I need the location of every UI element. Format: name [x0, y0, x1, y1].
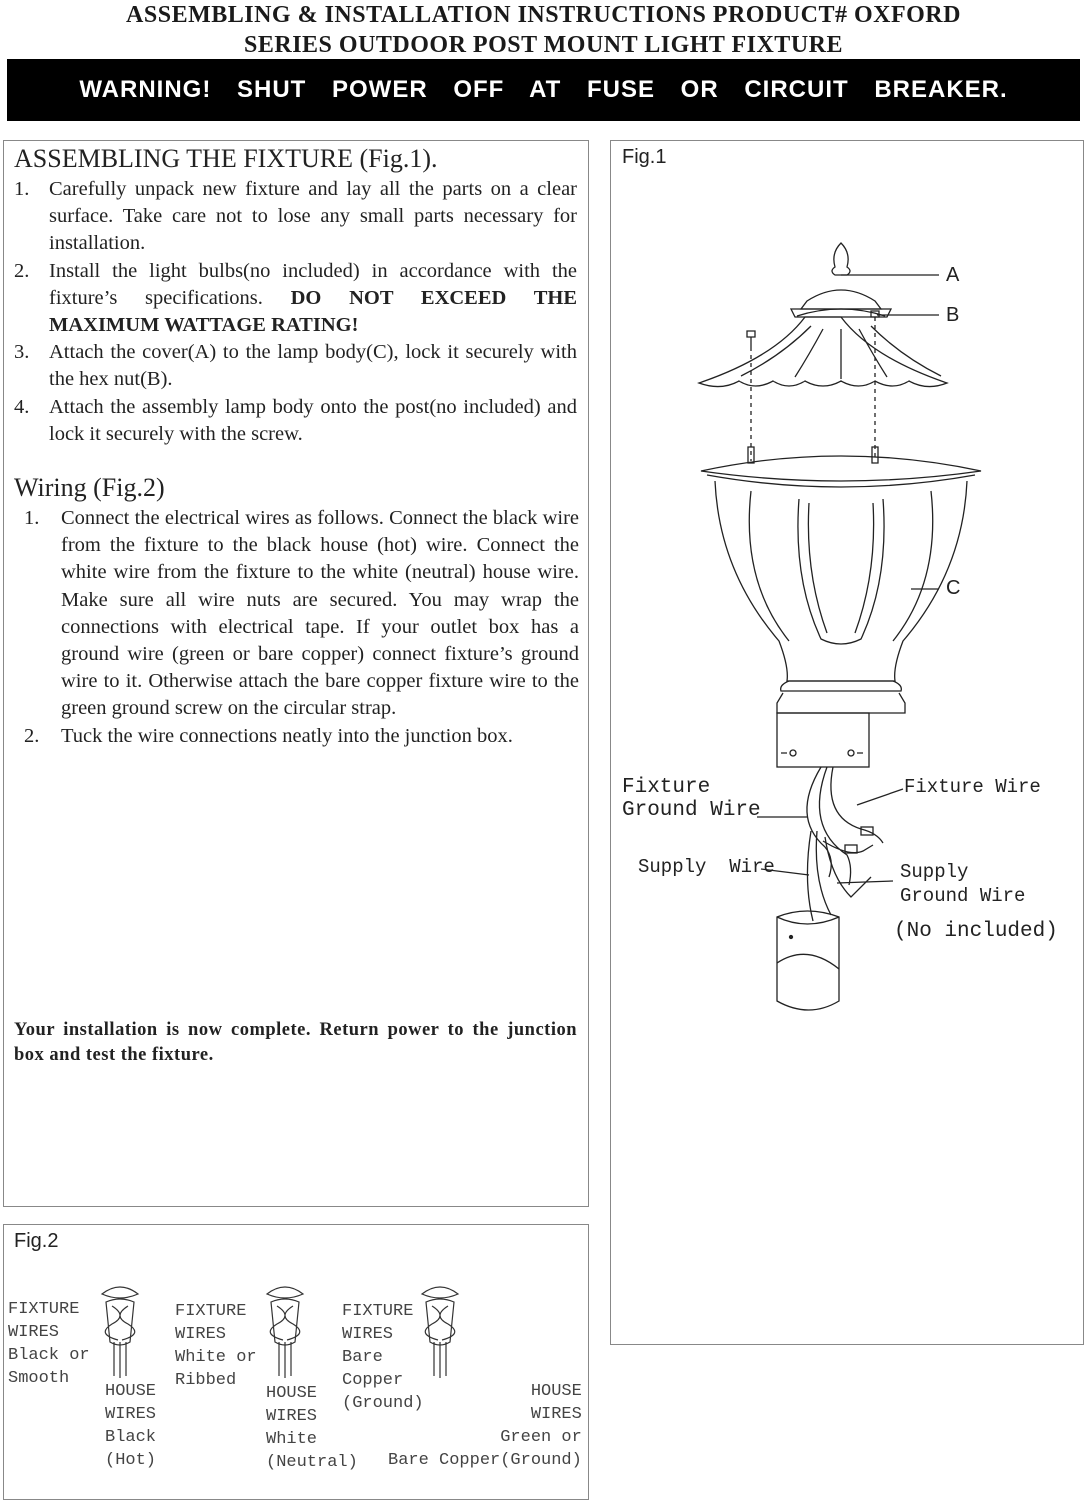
completion-note: Your installation is now complete. Return power to the junction box and test the fixture.	[14, 1020, 577, 1065]
fixture-wires	[807, 767, 883, 885]
step-number: 2.	[14, 259, 30, 282]
finial	[832, 243, 850, 275]
step-number: 4.	[14, 395, 30, 418]
step-number: 1.	[14, 178, 30, 200]
assembling-steps	[14, 176, 577, 448]
fixture-wire-label: Fixture Wire	[904, 776, 1041, 798]
house-wires-white: HOUSE WIRES White (Neutral)	[266, 1384, 358, 1472]
part-c-label: C	[946, 577, 961, 599]
title-line-1: ASSEMBLING & INSTALLATION INSTRUCTIONS PRODUCT# OXFORD	[126, 2, 961, 28]
lamp-body	[715, 481, 967, 681]
wire-nut-icon	[102, 1287, 138, 1378]
figure-1-label: Fig.1	[622, 146, 667, 168]
supply-ground-wire-label: Supply Ground Wire	[900, 861, 1026, 907]
step-text-wrap	[49, 258, 577, 340]
wire-nut-icon	[267, 1287, 303, 1378]
no-included-label: (No included)	[894, 920, 1058, 943]
fixture-ground-wire-label: Fixture Ground Wire	[622, 776, 761, 822]
step-text: Tuck the wire connections neatly into the junction box.	[61, 724, 513, 747]
fixture-wires-ground: FIXTURE WIRES Bare Copper (Ground)	[342, 1302, 424, 1413]
wiring-step	[24, 505, 579, 723]
mount-box	[777, 713, 869, 767]
document-title	[0, 0, 1087, 60]
lamp-neck	[781, 681, 902, 691]
assembling-step	[14, 339, 577, 393]
hex-nut	[747, 331, 755, 347]
wire-nut-icon	[422, 1287, 458, 1378]
assembling-heading: ASSEMBLING THE FIXTURE (Fig.1).	[14, 144, 438, 173]
wiring-step	[24, 723, 579, 750]
supply-wire-label: Supply Wire	[638, 856, 775, 878]
wiring-steps	[24, 505, 579, 750]
supply-wires	[807, 831, 871, 921]
step-number: 3.	[14, 341, 30, 364]
post	[777, 911, 839, 1010]
cover-top	[801, 290, 881, 309]
step-text: Connect the electrical wires as follows. Connect the black wire from the fixture to the black house (hot) wire. Connect the white wire from the fixture to the white (neutral) house wire. Make sure all wire nuts are secured. You may wrap the connections with electrical tape. If your outlet box has a ground wire (green or bare copper) connect fixture’s ground wire to it. Otherwise attach the bare copper fixture wire to the green ground screw on the circular strap.	[61, 507, 579, 720]
title-line-2: SERIES OUTDOOR POST MOUNT LIGHT FIXTURE	[244, 32, 843, 58]
step-warning: DO NOT EXCEED THE MAXIMUM WATTAGE RATING!	[49, 286, 577, 337]
wiring-heading: Wiring (Fig.2)	[14, 473, 165, 502]
cover-skirt	[699, 317, 947, 387]
part-a-label: A	[946, 264, 960, 286]
step-text: Attach the cover(A) to the lamp body(C), lock it securely with the hex nut(B).	[49, 341, 577, 391]
part-b-label: B	[946, 304, 960, 326]
house-wires-ground: HOUSE WIRES Green or Bare Copper(Ground)	[388, 1382, 582, 1470]
figure-2-label: Fig.2	[14, 1230, 59, 1252]
step-text: Install the light bulbs(no included) in accordance with the fixture’s specifications.	[49, 259, 577, 309]
step-text: Attach the assembly lamp body onto the post(no included) and lock it securely with the screw.	[49, 395, 577, 445]
fixture-wires-white: FIXTURE WIRES White or Ribbed	[175, 1302, 257, 1390]
fixture-wires-black: FIXTURE WIRES Black or Smooth	[8, 1300, 90, 1388]
wire-nut-icons	[0, 1280, 587, 1400]
lamp-body-rim	[701, 456, 981, 481]
assembling-step	[14, 394, 577, 448]
warning-banner: WARNING! SHUT POWER OFF AT FUSE OR CIRCUIT BREAKER.	[7, 59, 1080, 121]
step-number: 1.	[24, 507, 40, 529]
step-number: 2.	[24, 724, 40, 747]
step-text: Carefully unpack new fixture and lay all the parts on a clear surface. Take care not to lose any small parts necessary for installation.	[49, 178, 577, 255]
assembling-step	[14, 258, 577, 340]
assembling-step	[14, 176, 577, 258]
house-wires-black: HOUSE WIRES Black (Hot)	[105, 1382, 157, 1470]
